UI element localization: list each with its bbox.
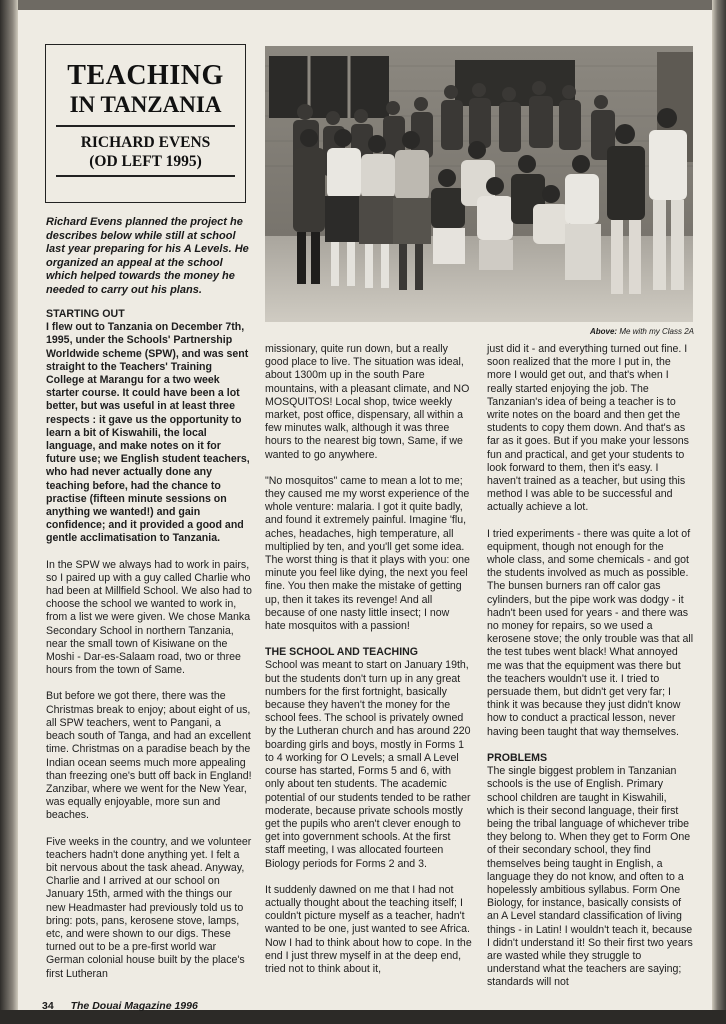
photo-caption-label: Above: — [589, 327, 618, 336]
photo-caption-text: Me with my Class 2A — [619, 327, 694, 336]
photo-caption — [488, 327, 694, 336]
section-heading-school-and-teaching: THE SCHOOL AND TEACHING — [265, 646, 419, 659]
column3-paragraph-2: I tried experiments - there was quite a lot of equipment, though not enough for the whole class, and some chemicals - and got the students involved as much as possible. The bunsen burners ran off calor gas cylinders, but the pipe work was dodgy - it hadn't been used for years - and there was no money for repairs, so we used a kerosene stove; the only trouble was that all the test tubes went black! What annoyed me was that the equipment was there but the teachers wouldn't use it. I tried to persuade them, but didn't get very far; I think it was because they just didn't know how to conduct a practical lesson, never having been taught that way themselves. — [487, 527, 694, 738]
column3-paragraph-3: The single biggest problem in Tanzanian schools is the use of English. Primary school children are taught in Kiswahili, which is their second language, their first being the tribal language of whichever tribe they belong to. When they get to Form One of their secondary school, they find themselves being taught in English, a language they do not know, and often to a hopelessly ambitious syllabus. Form One Biology, for instance, basically consists of an A Level standard classification of living things - in Latin! I wouldn't teach it, because I didn't understand it! So their first two years are wasted while they struggle to understand what the teachers are saying; standards will not — [487, 765, 693, 989]
author-note: (OD LEFT 1995) — [89, 153, 202, 170]
column1-paragraph-1: In the SPW we always had to work in pairs, so I paired up with a guy called Charlie who had been at Millfield School. We also had to choose the school we wanted to work in, from a list we were given. We chose Manka Secondary School in northern Tanzania, near the small town of Kisiwane on the Moshi - Dar-es-Salaam road, two or three hours from the town of Same. — [46, 558, 252, 677]
scan-shadow-right — [712, 0, 726, 1024]
article-column-1 — [46, 308, 252, 994]
magazine-name: The Douai Magazine 1996 — [70, 1000, 198, 1012]
column2-paragraph-1: missionary, quite run down, but a really good place to live. The situation was ideal, about 1300m up in the south Pare mountains, with a pleasant climate, and NO MOSQUITOS! Local shop, twice weekly market, post office, dispensary, all within a few minutes walk, although it was three hours to the nearest big town, Same, if we wanted to go anywhere. — [265, 343, 470, 461]
class-photo — [265, 46, 693, 322]
author-name: RICHARD EVENS — [80, 134, 211, 151]
column1-lead-paragraph: I flew out to Tanzania on December 7th, 1995, under the Schools' Partnership Worldwide scheme (SPW), and was sent straight to the Teachers' Training College at Marangu for a two week starter course. It could have been a lot better, but was useful in at least three respects : it gave us the opportunity to learn a bit of Kiswahili, the local language, and make notes on it for future use; we English student teachers, who had never actually done any teaching before, had the chance to practise (fifteen minute sessions on anything we wanted!) and gain confidence; and it provided a good and gentle acclimatisation to Tanzania. — [46, 321, 250, 545]
photo-window-left — [269, 56, 389, 118]
intro-paragraph: Richard Evens planned the project he describes below while still at school last year preparing for his A Levels. He organized an appeal at the school which helped towards the money he needed to carry out his plans. — [46, 216, 249, 296]
column1-paragraph-2: But before we got there, there was the Christmas break to enjoy; about eight of us, all SPW teachers, went to Pangani, a beach south of Tanga, and had an excellent time. Christmas on a paradise beach by the Indian ocean seems much more appealing than freezing one's butt off back in England! Zanzibar, where we went for the New Year, was equally enjoyable, more sun and beaches. — [46, 690, 252, 822]
column2-paragraph-3: School was meant to start on January 19th, but the students don't turn up in any great numbers for the first fortnight, basically because they haven't the money for the school fees. The school is privately owned by the Lutheran church and has around 220 boarding girls and boys, mostly in Forms 1 to 4 working for O Levels; a small A Level course has started, Forms 5 and 6, with only about ten students. The academic potential of our students tended to be rather moderate, because private schools mostly get the pupils who aren't clever enough to get into government schools. At the first staff meeting, I was allocated fourteen Biology periods for Forms 2 and 3. — [265, 659, 471, 870]
article-title-line1: TEACHING — [67, 60, 224, 91]
article-column-2 — [265, 343, 472, 989]
column3-paragraph-1: just did it - and everything turned out fine. I soon realized that the more I put in, the more I would get out, and that's when I really started enjoying the job. The Tanzanian's idea of being a teacher is to write notes on the board and then get the students to copy them down. And that's as far as it goes. But if you make your lessons fun and practical, and get your students to look forward to them, then it's easy. I haven't trained as a teacher, but using this method I was able to be successful and actually achieve a lot. — [487, 343, 689, 514]
section-heading-problems: PROBLEMS — [487, 751, 548, 764]
page-number: 34 — [42, 1000, 54, 1012]
column2-paragraph-4: It suddenly dawned on me that I had not actually thought about the teaching itself; I couldn't picture myself as a teacher, hadn't wanted to be one, just wanted to see Africa. Now I had to think about how to cope. In the end I just threw myself in at the deep end, tried not to think about it, — [265, 883, 472, 975]
scan-shadow-bottom — [0, 1010, 726, 1024]
article-title-line2: IN TANZANIA — [69, 92, 222, 117]
scan-shadow-left — [0, 0, 18, 1024]
article-column-3 — [487, 343, 694, 1003]
title-box — [45, 44, 246, 203]
magazine-page — [18, 10, 712, 1010]
title-rule-bottom — [56, 175, 235, 177]
section-heading-starting-out: STARTING OUT — [46, 308, 125, 320]
column2-paragraph-2: "No mosquitos" came to mean a lot to me; they caused me my worst experience of the whole venture: malaria. I got it quite badly, and found it extremely painful. Imagine 'flu, aches, headaches, high temperature, all multiplied by ten, and you'll get some idea. The worst thing is that it plays with you: one minute you feel like dying, the next you feel fine. You then make the mistake of getting up, then it takes its revenge! And all because of one nasty little insect; I now hate mosquitos with a passion! — [265, 474, 470, 633]
page-footer — [42, 1000, 198, 1012]
column1-paragraph-3: Five weeks in the country, and we volunteer teachers hadn't done anything yet. I felt a bit nervous about the task ahead. Anyway, Charlie and I arrived at our school on January 15th, armed with the things our new Headmaster had previously told us to bring: pots, pans, kerosene stove, lamps, etc, and were shown to our digs. These turned out to be a pre-first world war German colonial house built by the place's first Lutheran — [46, 835, 252, 980]
title-rule — [56, 125, 235, 127]
